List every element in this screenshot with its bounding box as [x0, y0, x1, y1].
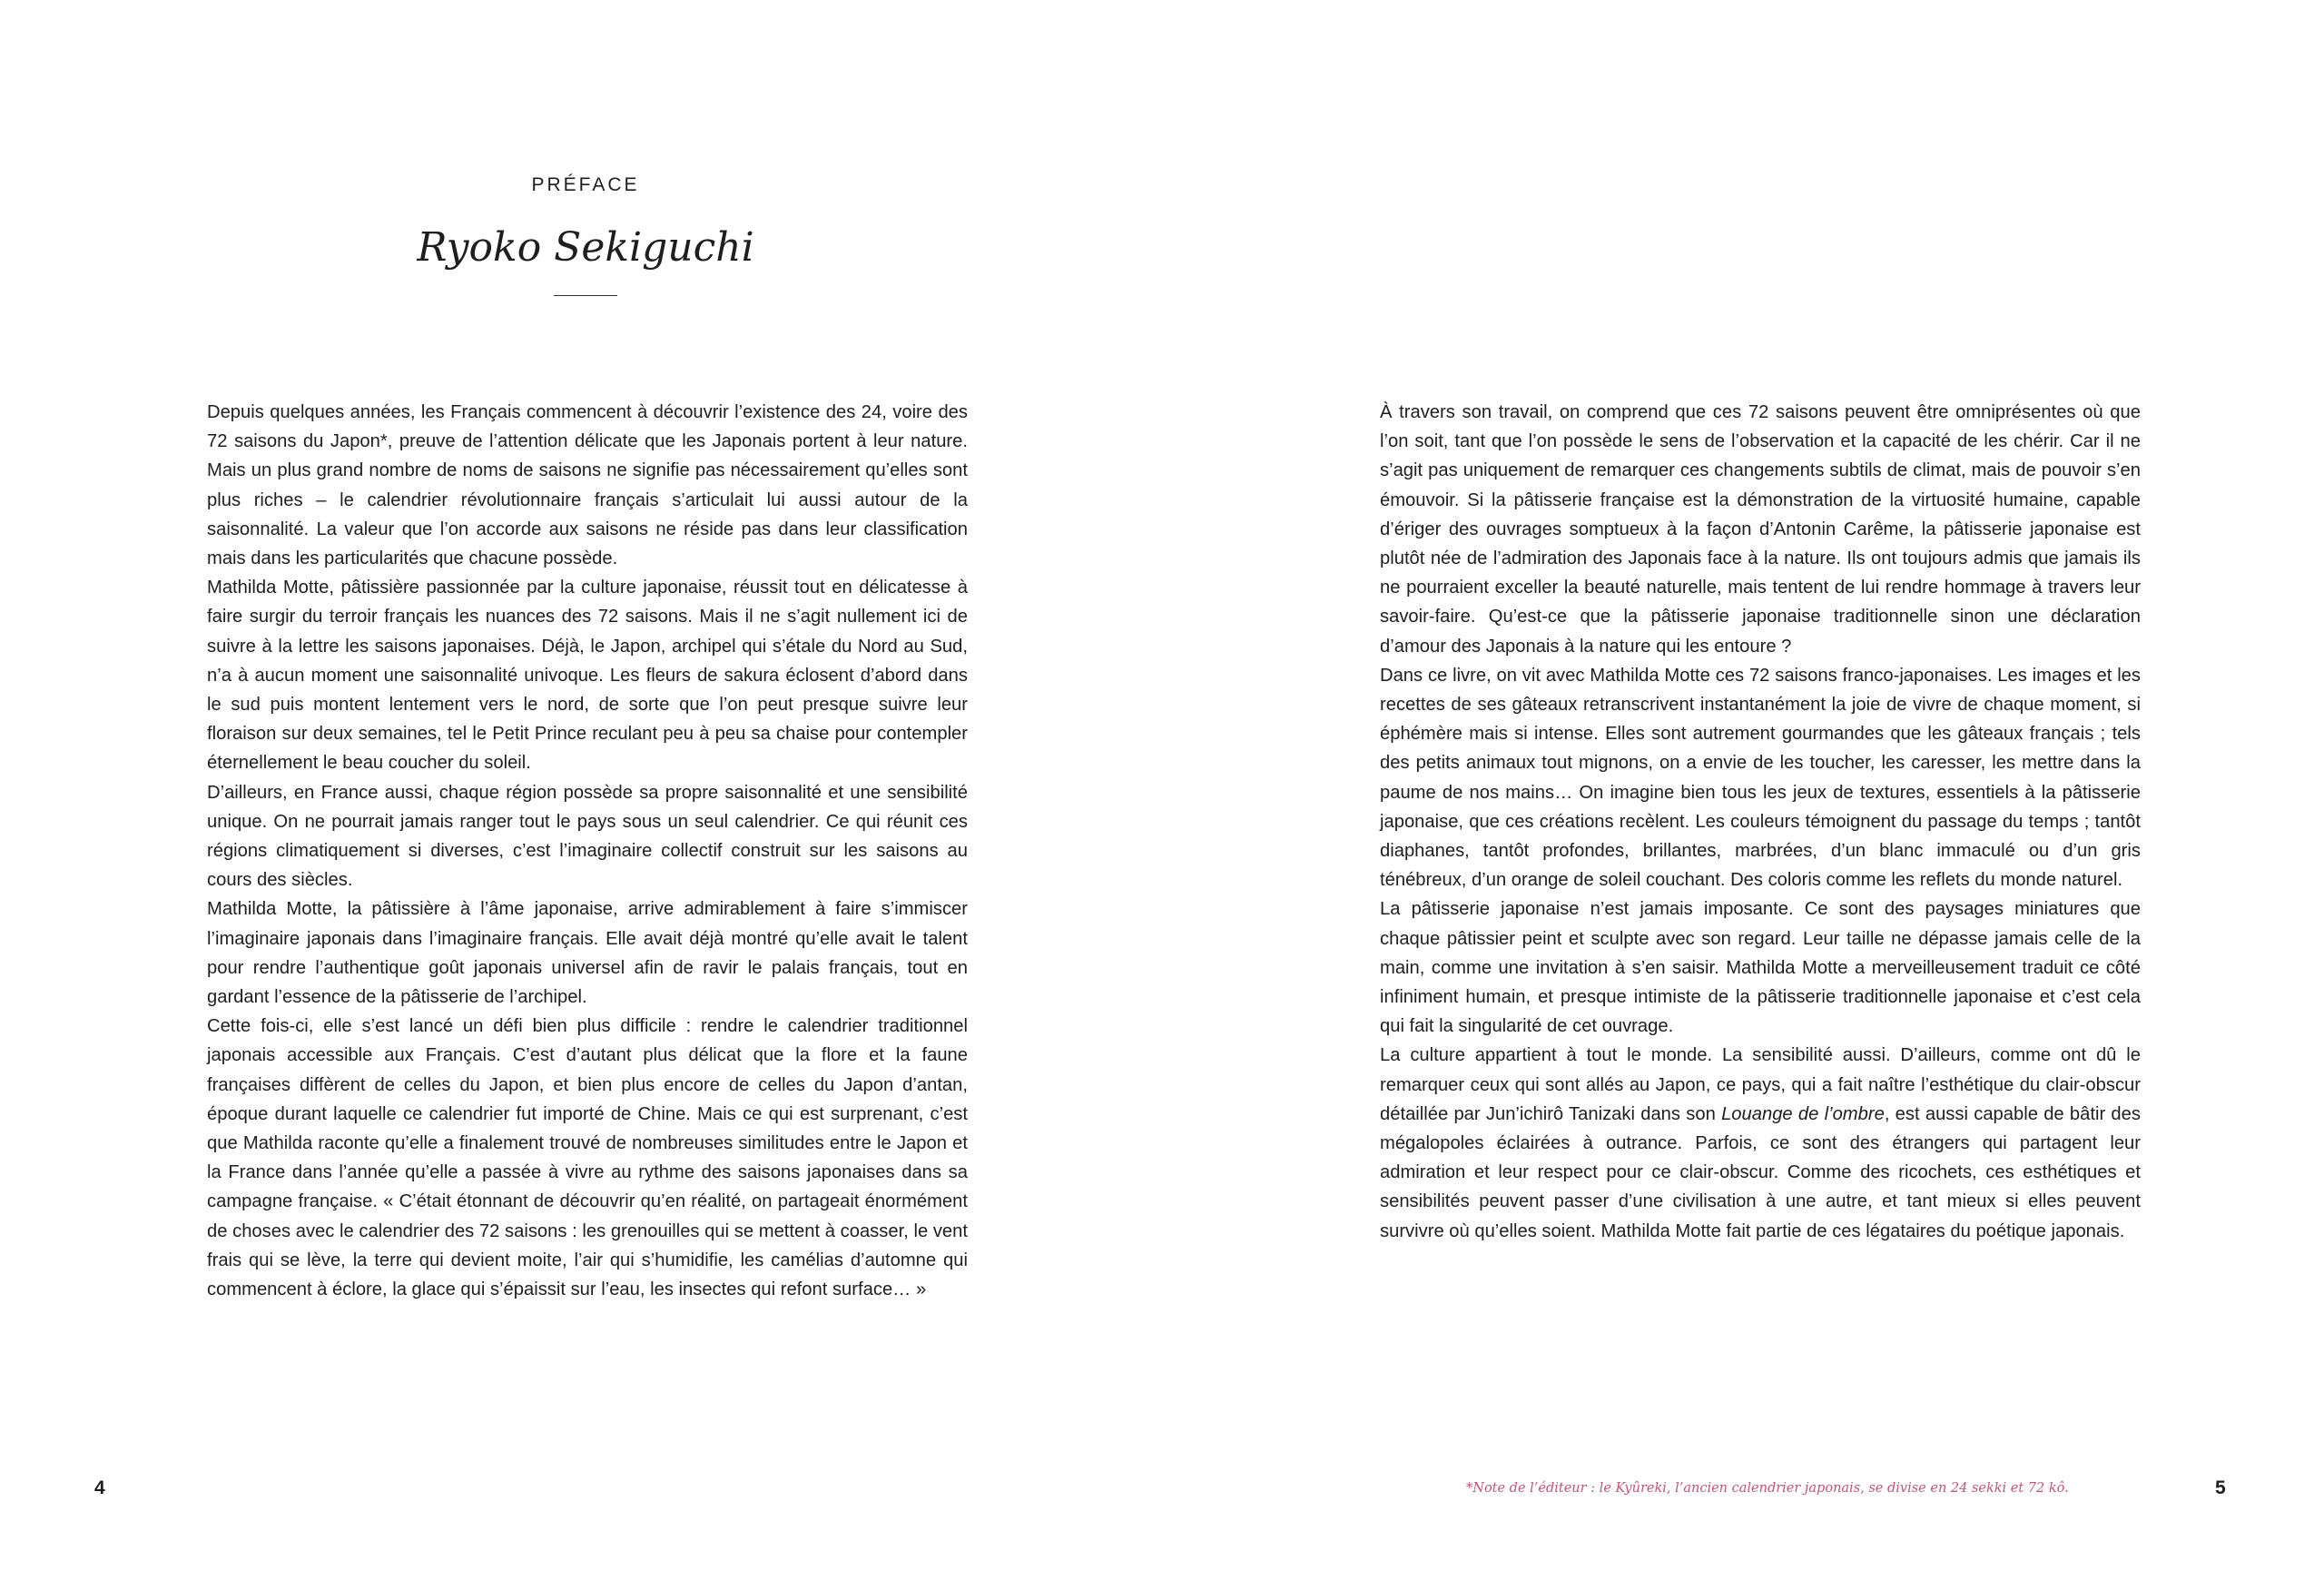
title-divider	[554, 295, 617, 296]
paragraph: Dans ce livre, on vit avec Mathilda Motte ces 72 saisons franco-japonaises. Les images et les recettes de ses gâteaux retranscrivent instantanément la joie de vivre de chaque moment, si éphémère mais si intense. Elles sont autrement gourmandes que les gâteaux français ; tels des petits animaux tout mignons, on a envie de les toucher, les caresser, les mettre dans la paume de nos mains… On imagine bien tous les jeux de textures, essentiels à la pâtisserie japonaise, que ces créations recèlent. Les couleurs témoignent du passage du temps ; tantôt diaphanes, tantôt profondes, brillantes, marbrées, d’un blanc immaculé ou d’un gris ténébreux, d’un orange de soleil couchant. Des coloris comme les reflets du monde naturel.	[1380, 665, 2141, 891]
section-kicker: PRÉFACE	[531, 174, 640, 195]
paragraph: La pâtisserie japonaise n’est jamais imposante. Ce sont des paysages miniatures que chaque pâtissier peint et sculpte avec son regard. Leur taille ne dépasse jamais celle de la main, comme une invitation à s’en saisir. Mathilda Motte a merveilleusement traduit ce côté infiniment humain, et presque intimiste de la pâtisserie traditionnelle japonaise et c’est cela qui fait la singularité de cet ouvrage.	[1380, 899, 2141, 1037]
paragraph-text: , est aussi capable de bâtir des mégalopoles éclairées à outrance. Parfois, ce sont des étrangers qui partagent leur admiration et leur respect pour ce clair-obscur. Comme des ricochets, ces esthétiques et sensibilités peuvent passer d’une civilisation à une autre, et tant mieux si elles peuvent survivre où qu’elles soient. Mathilda Motte fait partie de ces légataires du poétique japonais.	[1380, 1103, 2141, 1241]
paragraph: À travers son travail, on comprend que ces 72 saisons peuvent être omniprésentes où que l’on soit, tant que l’on possède le sens de l’observation et la capacité de les chérir. Car il ne s’agit pas uniquement de remarquer ces changements subtils de climat, mais de pouvoir s’en émouvoir. Si la pâtisserie française est la démonstration de la virtuosité humaine, capable d’ériger des ouvrages somptueux à la façon d’Antonin Carême, la pâtisserie japonaise est plutôt née de l’admiration des Japonais face à la nature. Ils ont toujours admis que jamais ils ne pourraient exceller la beauté naturelle, mais tentent de lui rendre hommage à travers leur savoir-faire. Qu’est-ce que la pâtisserie japonaise traditionnelle sinon une déclaration d’amour des Japonais à la nature qui les entoure ?	[1380, 402, 2141, 657]
paragraph: Depuis quelques années, les Français commencent à découvrir l’existence des 24, voire des 72 saisons du Japon*, preuve de l’attention délicate que les Japonais portent à leur nature. Mais un plus grand nombre de noms de saisons ne signifie pas nécessairement qu’elles sont plus riches – le calendrier révolutionnaire français s’articulait lui aussi autour de la saisonnalité. La valeur que l’on accorde aux saisons ne réside pas dans leur classification mais dans les particularités que chacune possède.	[207, 402, 968, 569]
paragraph-with-book-title	[1380, 1041, 2141, 1245]
page-number-left: 4	[94, 1477, 105, 1498]
paragraph: Mathilda Motte, pâtissière passionnée par la culture japonaise, réussit tout en délicatesse à faire surgir du terroir français les nuances des 72 saisons. Mais il ne s’agit nullement ici de suivre à la lettre les saisons japonaises. Déjà, le Japon, archipel qui s’étale du Nord au Sud, n’a à aucun moment une saisonnalité univoque. Les fleurs de sakura éclosent d’abord dans le sud puis montent lentement vers le nord, de sorte que l’on peut presque suivre leur floraison sur deux semaines, tel le Petit Prince reculant peu à peu sa chaise pour contempler éternellement le beau coucher du soleil.	[207, 578, 968, 774]
paragraph: Mathilda Motte, la pâtissière à l’âme japonaise, arrive admirablement à faire s’immiscer l’imaginaire japonais dans l’imaginaire français. Elle avait déjà montré qu’elle avait le talent pour rendre l’authentique goût japonais universel afin de ravir le palais français, tout en gardant l’essence de la pâtisserie de l’archipel.	[207, 899, 968, 1008]
paragraph: Cette fois-ci, elle s’est lancé un défi bien plus difficile : rendre le calendrier traditionnel japonais accessible aux Français. C’est d’autant plus délicat que la flore et la faune françaises diffèrent de celles du Japon, et bien plus encore de celles du Japon d’antan, époque durant laquelle ce calendrier fut importé de Chine. Mais ce qui est surprenant, c’est que Mathilda raconte qu’elle a finalement trouvé de nombreuses similitudes entre le Japon et la France dans l’année qu’elle a passée à vivre au rythme des saisons japonaises dans sa campagne française. « C’était étonnant de découvrir qu’en réalité, on partageait énormément de choses avec le calendrier des 72 saisons : les grenouilles qui se mettent à coasser, le vent frais qui se lève, la terre qui devient moite, l’air qui s’humidifie, les camélias d’automne qui commencent à éclore, la glace qui s’épaissit sur l’eau, les insectes qui refont surface… »	[207, 1016, 968, 1300]
book-title: Louange de l’ombre	[1721, 1103, 1885, 1124]
author-title: Ryoko Sekiguchi	[417, 224, 754, 271]
left-body-text	[207, 398, 968, 1304]
paragraph-text: La culture appartient à tout le monde. La sensibilité aussi. D’ailleurs, comme ont dû le remarquer ceux qui sont allés au Japon, ce pays, qui a fait naître l’esthétique du clair-obscur détaillée par Jun’ichirô Tanizaki dans son	[1380, 1045, 2141, 1124]
editor-footnote: *Note de l’éditeur : le Kyûreki, l’ancien calendrier japonais, se divise en 24 sekki et 72 kô.	[1466, 1481, 2069, 1496]
page-number-right: 5	[2215, 1477, 2226, 1498]
right-page	[1162, 0, 2324, 1571]
paragraph: D’ailleurs, en France aussi, chaque région possède sa propre saisonnalité et une sensibilité unique. On ne pourrait jamais ranger tout le pays sous un seul calendrier. Ce qui réunit ces régions climatiquement si diverses, c’est l’imaginaire collectif construit sur les saisons au cours des siècles.	[207, 782, 968, 891]
right-body-text	[1380, 398, 2141, 1246]
